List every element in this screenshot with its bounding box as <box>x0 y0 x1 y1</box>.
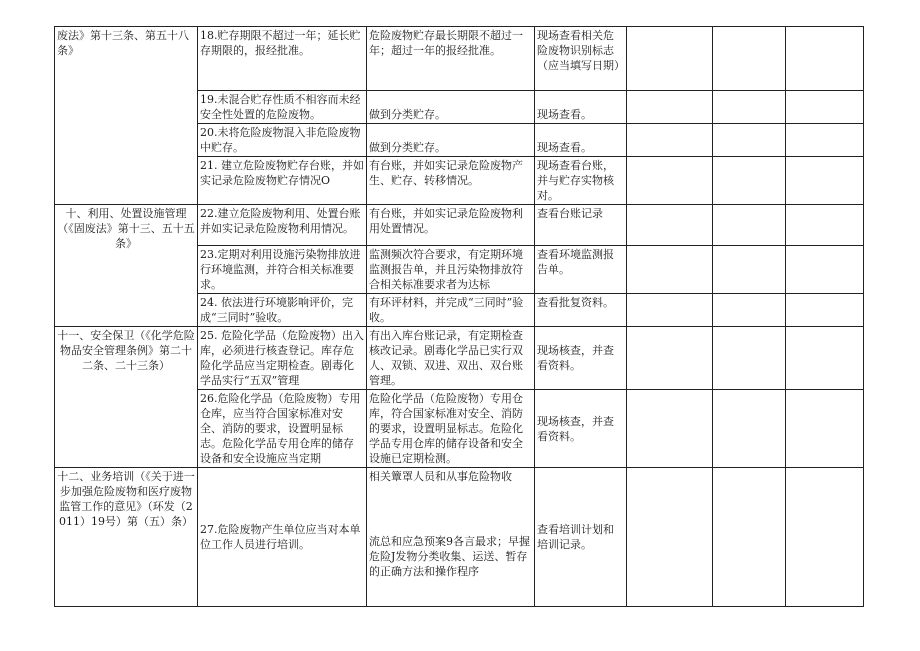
empty-cell <box>713 294 786 327</box>
method-cell: 查看台账记录 <box>535 205 627 246</box>
method-cell: 查看培训计划和培训记录。 <box>535 468 627 607</box>
item-cell: 18.贮存期限不超过一年；延长贮存期限的，报经批准。 <box>198 27 367 91</box>
item-cell: 20.未将危险废物混入非危险废物中贮存。 <box>198 124 367 157</box>
standard-cell: 危险化学品（危险废物）专用仓库，符合国家标准对安全、消防的要求，设置明显标志。危险化学品专用仓库的储存设备和安全设施已定期检测。 <box>367 390 535 468</box>
item-cell: 19.未混合贮存性质不相容而未经安全性处置的危险废物。 <box>198 91 367 124</box>
standard-cell: 有出入库台账记录，有定期检查核改记录。剧毒化学品已实行双人、双锁、双进、双出、双台账管理。 <box>367 327 535 390</box>
standard-cell: 做到分类贮存。 <box>367 91 535 124</box>
standard-cell: 有台账，并如实记录危险废物产生、贮存、转移情况。 <box>367 157 535 205</box>
empty-cell <box>786 205 864 246</box>
method-cell: 现场核查，并查看资料。 <box>535 390 627 468</box>
method-cell: 现场查看。 <box>535 91 627 124</box>
standard-cell: 有台账，并如实记录危险废物利用处置情况。 <box>367 205 535 246</box>
standard-cell-part-b: 流总和应急预案9各言最求；早握危险J发物分类收集、运送、暂存的正确方法和操作程序 <box>369 535 530 578</box>
item-cell: 21. 建立危险废物贮存台账，并如实记录危险废物贮存情况O <box>198 157 367 205</box>
table-row <box>55 27 864 91</box>
item-cell: 22.建立危险废物利用、处置台账并如实记录危险废物利用情况。 <box>198 205 367 246</box>
empty-cell <box>627 327 713 390</box>
method-cell: 现场查看。 <box>535 124 627 157</box>
empty-cell <box>786 327 864 390</box>
standard-cell: 做到分类贮存。 <box>367 124 535 157</box>
inspection-table <box>54 26 864 607</box>
empty-cell <box>786 468 864 607</box>
empty-cell <box>627 468 713 607</box>
method-cell: 现场查看相关危险废物识别标志（应当填写日期） <box>535 27 627 91</box>
method-cell: 查看批复资料。 <box>535 294 627 327</box>
item-cell: 25. 危险化学品（危险废物）出入库，必须进行核查登记。库存危险化学品应当定期检查。剧毒化学品实行“五双”管理 <box>198 327 367 390</box>
method-cell: 查看环境监测报告单。 <box>535 246 627 294</box>
empty-cell <box>786 124 864 157</box>
category-10-cell: 十、利用、处置设施管理（《固废法》第十三、五十五条》 <box>55 205 198 327</box>
method-cell: 现场查看台账，并与贮存实物核对。 <box>535 157 627 205</box>
standard-cell-part-a: 相关簟罩人员和从事危险物收 <box>369 470 512 483</box>
item-cell: 26.危险化学品（危险废物）专用仓库，应当符合国家标准对安全、消防的要求，设置明显标志。危险化学品专用仓库的储存设备和安全设施应当定期 <box>198 390 367 468</box>
empty-cell <box>713 390 786 468</box>
empty-cell <box>713 205 786 246</box>
empty-cell <box>627 124 713 157</box>
empty-cell <box>627 294 713 327</box>
empty-cell <box>786 390 864 468</box>
empty-cell <box>627 205 713 246</box>
item-cell: 27.危险废物产生单位应当对本单位工作人员进行培训。 <box>198 468 367 607</box>
standard-cell: 有环评材料，并完成“三同时”验收。 <box>367 294 535 327</box>
empty-cell <box>786 91 864 124</box>
item-cell: 23.定期对利用设施污染物排放进行环境监测，并符合相关标准要求。 <box>198 246 367 294</box>
table-row <box>55 468 864 607</box>
empty-cell <box>713 157 786 205</box>
empty-cell <box>713 468 786 607</box>
empty-cell <box>713 27 786 91</box>
standard-cell <box>367 468 535 607</box>
empty-cell <box>713 91 786 124</box>
method-cell: 现场核查，并查看资料。 <box>535 327 627 390</box>
empty-cell <box>786 294 864 327</box>
empty-cell <box>786 27 864 91</box>
standard-cell: 监测频次符合要求，有定期环境监测报告单，并且污染物排放符合相关标准要求者为达标 <box>367 246 535 294</box>
category-9-cell: 废法》第十三条、第五十八条》 <box>55 27 198 205</box>
empty-cell <box>627 91 713 124</box>
empty-cell <box>786 246 864 294</box>
empty-cell <box>713 327 786 390</box>
item-cell: 24. 依法进行环境影响评价，完成“三同时”验收。 <box>198 294 367 327</box>
empty-cell <box>786 157 864 205</box>
table-row <box>55 205 864 246</box>
empty-cell <box>627 157 713 205</box>
category-12-cell: 十二、业务培训（《关于进一步加强危险废物和医疗废物监管工作的意见》（环发（2011）19号）第（五）条） <box>55 468 198 607</box>
empty-cell <box>713 124 786 157</box>
category-11-cell: 十一、安全保卫（《化学危险物品安全管理条例》第二十二条、二十三条） <box>55 327 198 468</box>
empty-cell <box>627 390 713 468</box>
table-row <box>55 327 864 390</box>
empty-cell <box>627 246 713 294</box>
empty-cell <box>627 27 713 91</box>
empty-cell <box>713 246 786 294</box>
standard-cell: 危险废物贮存最长期限不超过一年；超过一年的报经批准。 <box>367 27 535 91</box>
